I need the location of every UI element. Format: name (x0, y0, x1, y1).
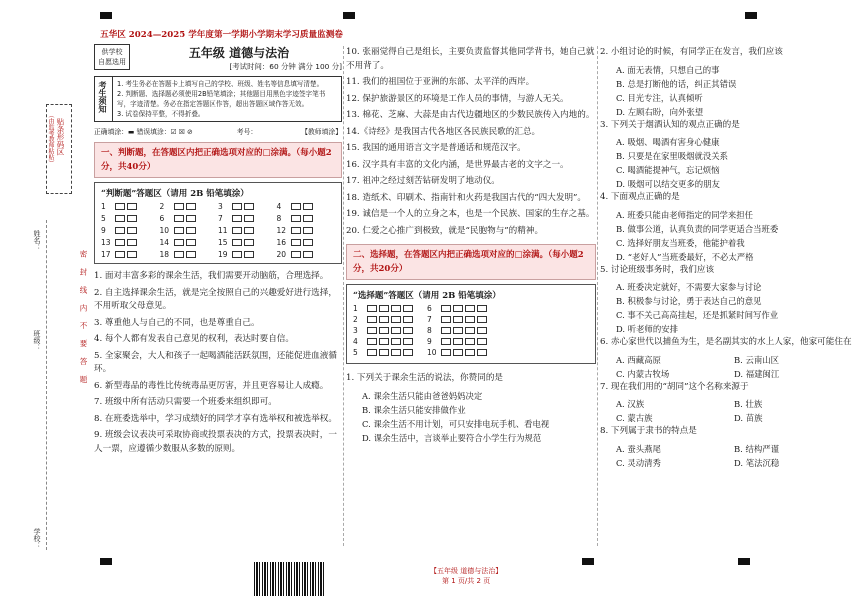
choice-answer-column (427, 304, 487, 359)
answer-bubble-false[interactable] (303, 251, 313, 258)
judgment-question: 5. 全家聚会，大人和孩子一起喝酒能活跃氛围，还能促进血液循环。 (94, 350, 337, 374)
choice-option: C. 喝酒能提神气，忘记烦恼 (616, 165, 720, 175)
option-row (600, 411, 852, 425)
notice-1: 1. 考生务必在答题卡上填写自己的学校、班级、姓名等信息填写清楚。 (117, 80, 324, 88)
choice-option: B. 只要是在家里吸烟就没关系 (616, 151, 728, 161)
choice-question-6 (600, 336, 852, 381)
answer-number: 20 (276, 250, 287, 259)
judgment-answer-cell[interactable] (218, 238, 277, 247)
judgment-answer-cell[interactable] (277, 226, 336, 235)
answer-number: 6 (159, 214, 165, 223)
option-row (600, 456, 852, 470)
answer-number: 2 (159, 202, 165, 211)
judgment-question: 19. 诚信是一个人的立身之本，也是一个民族、国家的生存之基。 (346, 209, 595, 219)
answer-bubble-c[interactable] (465, 316, 475, 323)
choice-option: B. 积极参与讨论，勇于表达自己的意见 (616, 296, 762, 306)
answer-number: 9 (427, 337, 432, 346)
subject-title: 五年级 道德与法治 (188, 46, 290, 60)
answer-bubble-c[interactable] (465, 305, 475, 312)
answer-bubble-c[interactable] (391, 316, 401, 323)
judgment-answer-cell[interactable] (218, 226, 277, 235)
judgment-answer-cell[interactable] (160, 238, 219, 247)
choice-option: A. 班委只能由老师指定的同学来担任 (616, 209, 753, 220)
choice-answer-title: “选择题”答题区（请用 2B 铅笔填涂） (353, 291, 501, 301)
answer-bubble-b[interactable] (453, 316, 463, 323)
answer-number: 15 (218, 238, 228, 247)
answer-bubble-c[interactable] (391, 338, 401, 345)
judgment-question: 15. 我国的通用语言文字是普通话和规范汉字。 (346, 143, 526, 153)
answer-bubble-c[interactable] (391, 349, 401, 356)
answer-bubble-false[interactable] (186, 239, 196, 246)
registration-mark-bm (582, 558, 594, 565)
choice-option: D. 苗族 (734, 413, 763, 423)
answer-bubble-c[interactable] (465, 327, 475, 334)
answer-bubble-b[interactable] (453, 349, 463, 356)
header-block (94, 44, 342, 72)
choice-option: B. 总是打断他的话，纠正其错误 (616, 78, 737, 89)
answer-number: 7 (218, 214, 223, 223)
answer-bubble-true[interactable] (232, 251, 242, 258)
judgment-answer-cell[interactable] (101, 226, 160, 235)
choice-answer-row[interactable] (427, 315, 487, 324)
answer-bubble-true[interactable] (291, 203, 301, 210)
judgment-question: 14.《诗经》是我国古代各地区各民族民歌的汇总。 (346, 126, 541, 137)
judgment-question: 7. 班级中所有活动只需要一个班委来组织即可。 (94, 397, 277, 407)
choice-option: B. 云南山区 (734, 354, 779, 365)
barcode (254, 562, 326, 596)
answer-number: 9 (101, 226, 106, 235)
column-3 (600, 46, 852, 470)
notice-label: 考生须知 (95, 77, 113, 121)
choice-grid (353, 304, 589, 359)
judgment-answer-cell[interactable] (160, 214, 219, 223)
judgment-answer-cell[interactable] (160, 250, 219, 259)
column-1 (94, 44, 342, 459)
judgment-question: 6. 新型毒品的毒性比传统毒品更厉害，并且更容易让人成瘾。 (94, 380, 329, 391)
registration-mark-bl (100, 558, 112, 565)
answer-number: 17 (101, 250, 111, 259)
answer-number: 5 (101, 214, 106, 223)
answer-bubble-d[interactable] (477, 349, 487, 356)
answer-number: 18 (159, 250, 170, 259)
notice-3: 3. 试卷保持平整，不得折叠。 (117, 110, 205, 118)
answer-bubble-true[interactable] (291, 239, 301, 246)
choice-option: C. 蒙古族 (616, 413, 653, 423)
answer-number: 8 (427, 326, 432, 335)
answer-bubble-a[interactable] (367, 349, 377, 356)
choice-stem: 8. 下列属于隶书的特点是 (600, 426, 697, 436)
answer-bubble-false[interactable] (186, 215, 196, 222)
answer-bubble-b[interactable] (379, 327, 389, 334)
answer-bubble-false[interactable] (303, 227, 313, 234)
choice-answer-row[interactable] (427, 326, 487, 335)
answer-bubble-false[interactable] (127, 251, 137, 258)
answer-bubble-a[interactable] (367, 305, 377, 312)
judgment-question: 12. 保护旅游景区的环境是工作人员的事情，与游人无关。 (346, 93, 569, 104)
choice-option: C. 课余生活不用计划，可只安排电玩手机、看电视 (362, 418, 550, 429)
choice-stem: 3. 下列关于烟酒认知的观点正确的是 (600, 119, 740, 130)
judgment-answer-cell[interactable] (101, 214, 160, 223)
judgment-question: 13. 棉花、芝麻、大蒜是由古代边疆地区的少数民族传入内地的。 (346, 110, 595, 120)
choice-option: D. “老好人”当班委最好，不必太严格 (616, 251, 754, 262)
judgment-answer-cell[interactable] (218, 202, 277, 211)
class-label: 班级： (33, 330, 41, 351)
side-field-school[interactable] (32, 440, 46, 550)
answer-bubble-true[interactable] (115, 215, 125, 222)
registration-mark-tm (343, 12, 355, 19)
choice-option: C. 事不关己高高挂起，还是抓紧时间写作业 (616, 310, 779, 320)
side-dotted-line (46, 220, 47, 550)
answer-bubble-true[interactable] (174, 203, 184, 210)
choice-answer-row[interactable] (353, 326, 413, 335)
registration-mark-br (738, 558, 750, 565)
judgment-grid (101, 202, 335, 259)
school-use-box (94, 44, 130, 70)
choice-answer-row[interactable] (353, 348, 413, 357)
answer-number: 10 (159, 226, 170, 235)
choice-option: A. 蚕头燕尾 (616, 443, 661, 454)
answer-bubble-true[interactable] (291, 227, 301, 234)
column-2 (346, 46, 596, 445)
notice-2: 2. 判断题、选择题必须使用2B铅笔填涂；其他题目用黑色字迹签字笔书写，字迹清楚。务必在指定答题区作答，超出答题区域作答无效。 (117, 90, 326, 108)
answer-bubble-b[interactable] (379, 305, 389, 312)
choice-question-2 (600, 46, 852, 119)
choice-option: B. 做事公道，认真负责的同学更适合当班委 (616, 223, 779, 234)
answer-bubble-true[interactable] (291, 215, 301, 222)
judgment-answer-cell[interactable] (277, 214, 336, 223)
answer-bubble-c[interactable] (465, 349, 475, 356)
school-box-line-2: 自愿选用 (98, 58, 126, 66)
answer-bubble-false[interactable] (127, 227, 137, 234)
answer-bubble-b[interactable] (453, 305, 463, 312)
fill-example-row (94, 126, 342, 136)
judgment-answer-cell[interactable] (160, 226, 219, 235)
judgment-answer-cell[interactable] (277, 202, 336, 211)
school-box-line-1: 供学校 (101, 48, 123, 56)
choice-option: D. 笔法沉稳 (734, 457, 780, 468)
choice-option: A. 面无表情，只想自己的事 (616, 64, 720, 75)
option-row (600, 367, 852, 381)
choice-stem: 1. 下列关于课余生活的说法，你赞同的是 (346, 373, 504, 383)
answer-bubble-true[interactable] (174, 215, 184, 222)
answer-bubble-false[interactable] (186, 251, 196, 258)
answer-bubble-d[interactable] (477, 327, 487, 334)
choice-option: A. 汉族 (616, 399, 645, 409)
answer-number: 6 (427, 304, 432, 313)
judgment-question: 20. 仁爱之心推广到极致，就是“民胞物与”的精神。 (346, 225, 544, 236)
side-field-name[interactable] (32, 230, 46, 330)
answer-bubble-false[interactable] (244, 251, 254, 258)
choice-stem: 4. 下面观点正确的是 (600, 192, 680, 202)
answer-bubble-a[interactable] (441, 316, 451, 323)
choice-question-3 (600, 119, 852, 192)
barcode-sticker-note: （由监考教师粘贴） (47, 112, 54, 166)
choice-option: D. 课余生活中，言谈举止要符合小学生行为规范 (362, 432, 542, 443)
answer-number: 16 (276, 238, 287, 247)
answer-bubble-c[interactable] (391, 327, 401, 334)
choice-stem: 5. 讨论班级事务时，我们应该 (600, 264, 715, 275)
choice-answer-row[interactable] (353, 304, 413, 313)
judgment-question: 1. 面对丰富多彩的课余生活，我们需要开动脑筋，合理选择。 (94, 271, 329, 281)
answer-bubble-b[interactable] (379, 316, 389, 323)
judgment-question: 2. 自主选择课余生活，就是完全按照自己的兴趣爱好进行选择，不用听取父母意见。 (94, 287, 337, 311)
answer-bubble-b[interactable] (379, 349, 389, 356)
answer-number: 4 (276, 202, 282, 211)
exam-title: 五华区 2024—2025 学年度第一学期小学期末学习质量监测卷 (100, 30, 343, 40)
answer-number: 14 (159, 238, 170, 247)
answer-bubble-true[interactable] (174, 239, 184, 246)
answer-bubble-false[interactable] (127, 203, 137, 210)
column-divider (343, 46, 344, 546)
choice-option: A. 课余生活只能由爸爸妈妈决定 (362, 390, 483, 401)
answer-bubble-d[interactable] (403, 338, 413, 345)
exam-no-field[interactable]: 考号： (236, 128, 258, 136)
answer-number: 1 (353, 304, 358, 313)
fill-example: 正确填涂：▬ 错误填涂：☑ ☒ ⊘ (94, 128, 193, 136)
judgment-answer-cell[interactable] (101, 202, 160, 211)
section-2-title-text: 二、选择题，在答题区内把正确选项对应的□涂满。（每小题2分，共20分） (353, 250, 584, 274)
answer-bubble-d[interactable] (477, 316, 487, 323)
judgment-question: 11. 我们的祖国位于亚洲的东部、太平洋的西岸。 (346, 77, 535, 87)
answer-bubble-false[interactable] (244, 215, 254, 222)
choice-answer-area (346, 284, 596, 364)
answer-bubble-true[interactable] (174, 251, 184, 258)
answer-bubble-c[interactable] (391, 305, 401, 312)
answer-number: 13 (101, 238, 111, 247)
footer-subject: 【五年级 道德与法治】 (430, 567, 503, 575)
school-label: 学校： (33, 528, 41, 549)
answer-number: 3 (353, 326, 358, 335)
choice-option: B. 壮族 (734, 399, 763, 409)
choice-stem: 2. 小组讨论的时候，有同学正在发言，我们应该 (600, 47, 783, 57)
section-1-title (94, 142, 342, 178)
choice-question-4 (600, 191, 852, 264)
choice-option: C. 内蒙古牧场 (616, 368, 670, 379)
answer-bubble-c[interactable] (465, 338, 475, 345)
answer-bubble-a[interactable] (441, 327, 451, 334)
answer-bubble-false[interactable] (244, 239, 254, 246)
answer-bubble-a[interactable] (367, 316, 377, 323)
answer-bubble-true[interactable] (232, 215, 242, 222)
choice-answer-row[interactable] (427, 337, 487, 346)
registration-mark-tr (745, 12, 757, 19)
judgment-question: 17. 祖冲之经过刻苦钻研发明了地动仪。 (346, 176, 500, 186)
answer-number: 19 (218, 250, 228, 259)
answer-bubble-a[interactable] (441, 338, 451, 345)
section-2-title (346, 244, 596, 280)
answer-bubble-false[interactable] (303, 239, 313, 246)
answer-bubble-d[interactable] (403, 327, 413, 334)
answer-bubble-false[interactable] (303, 203, 313, 210)
answer-bubble-false[interactable] (127, 215, 137, 222)
answer-bubble-false[interactable] (186, 227, 196, 234)
judgment-answer-cell[interactable] (218, 214, 277, 223)
answer-bubble-true[interactable] (291, 251, 301, 258)
answer-number: 5 (353, 348, 358, 357)
answer-number: 1 (101, 202, 106, 211)
judgment-questions-left (94, 270, 342, 456)
answer-bubble-b[interactable] (379, 338, 389, 345)
answer-bubble-true[interactable] (115, 251, 125, 258)
answer-bubble-b[interactable] (453, 327, 463, 334)
section-1-title-text: 一、判断题，在答题区内把正确选项对应的□涂满。（每小题2分，共40分） (101, 148, 332, 172)
judgment-answer-cell[interactable] (277, 238, 336, 247)
choice-option: C. 灵动清秀 (616, 457, 661, 468)
answer-bubble-true[interactable] (232, 203, 242, 210)
choice-option: D. 福建闽江 (734, 368, 780, 379)
answer-bubble-false[interactable] (244, 203, 254, 210)
choice-option: D. 听老师的安排 (616, 324, 678, 334)
choice-answer-column (353, 304, 413, 359)
answer-bubble-false[interactable] (186, 203, 196, 210)
answer-bubble-d[interactable] (403, 349, 413, 356)
name-label: 姓名： (33, 230, 41, 251)
answer-bubble-false[interactable] (127, 239, 137, 246)
judgment-answer-cell[interactable] (101, 250, 160, 259)
side-field-class[interactable] (32, 330, 46, 430)
answer-bubble-d[interactable] (477, 305, 487, 312)
teacher-rating: 【教师填涂】 (301, 128, 342, 136)
choice-question-1 (346, 372, 596, 445)
choice-answer-row[interactable] (427, 304, 487, 313)
judgment-question: 9. 班级会议表决可采取协商或投票表决的方式，投票表决时，一人一票，应遵循少数服从多数的原则。 (94, 430, 337, 454)
choice-option: C. 选择好朋友当班委，他能护着我 (616, 237, 745, 248)
choice-option: B. 结构严谨 (734, 443, 779, 454)
judgment-question: 16. 汉字具有丰富的文化内涵，是世界最古老的文字之一。 (346, 159, 569, 170)
answer-bubble-d[interactable] (403, 316, 413, 323)
choice-question-8 (600, 425, 852, 470)
choice-option: B. 课余生活只能安排做作业 (362, 404, 466, 415)
choice-question-5 (600, 264, 852, 337)
judgment-answer-cell[interactable] (218, 250, 277, 259)
answer-bubble-true[interactable] (174, 227, 184, 234)
footer (430, 566, 502, 586)
choice-stem: 7. 现在我们用的“胡同”这个名称来源于 (600, 381, 749, 392)
choice-option: A. 班委决定就好，不需要大家参与讨论 (616, 282, 762, 292)
footer-page: 第 1 页/共 2 页 (442, 577, 491, 585)
judgment-answer-cell[interactable] (160, 202, 219, 211)
choice-stem: 6. 赤心家世代以捕鱼为生，是名副其实的水上人家，他家可能住在 (600, 337, 852, 347)
judgment-question: 4. 每个人都有发表自己意见的权利，表达时要自信。 (94, 334, 294, 344)
answer-bubble-a[interactable] (367, 327, 377, 334)
column-divider (597, 46, 598, 546)
answer-bubble-d[interactable] (477, 338, 487, 345)
judgment-question: 18. 造纸术、印刷术、指南针和火药是我国古代的“四大发明”。 (346, 192, 587, 203)
choice-answer-row[interactable] (353, 315, 413, 324)
answer-bubble-a[interactable] (441, 349, 451, 356)
answer-bubble-false[interactable] (244, 227, 254, 234)
judgment-question: 3. 尊重他人与自己的不同，也是尊重自己。 (94, 317, 260, 328)
answer-bubble-true[interactable] (232, 227, 242, 234)
answer-number: 3 (218, 202, 223, 211)
judgment-answer-cell[interactable] (277, 250, 336, 259)
option-row (600, 442, 852, 456)
answer-bubble-true[interactable] (115, 203, 125, 210)
judgment-question: 10. 张丽觉得自己是组长，主要负责监督其他同学背书，她自己就不用背了。 (346, 47, 595, 71)
answer-bubble-true[interactable] (115, 227, 125, 234)
answer-number: 7 (427, 315, 432, 324)
answer-bubble-d[interactable] (403, 305, 413, 312)
answer-bubble-true[interactable] (115, 239, 125, 246)
answer-number: 11 (218, 226, 228, 235)
no-answer-warning: 密 封 线 内 不 要 答 题 (79, 250, 88, 387)
choice-option: A. 西藏高原 (616, 354, 661, 365)
choice-option: D. 左顾右盼，向外张望 (616, 106, 704, 117)
judgment-answer-area (94, 182, 342, 264)
option-row (600, 397, 852, 411)
choice-option: C. 目光专注，认真倾听 (616, 92, 703, 103)
answer-bubble-b[interactable] (453, 338, 463, 345)
choice-question-7 (600, 381, 852, 426)
registration-mark-tl (100, 12, 112, 19)
choice-answer-row[interactable] (353, 337, 413, 346)
barcode-sticker-label: 贴条形码区 (56, 118, 65, 156)
judgment-answer-title: “判断题”答题区（请用 2B 铅笔填涂） (101, 189, 249, 199)
judgment-question: 8. 在班委选举中，学习成绩好的同学才享有选举权和被选举权。 (94, 413, 337, 424)
exam-info: [考试时间：60 分钟 满分 100 分] (229, 62, 342, 71)
answer-bubble-false[interactable] (303, 215, 313, 222)
answer-bubble-a[interactable] (367, 338, 377, 345)
judgment-answer-cell[interactable] (101, 238, 160, 247)
answer-number: 2 (353, 315, 358, 324)
option-row (600, 353, 852, 367)
answer-number: 8 (276, 214, 282, 223)
choice-option: A. 吸烟、喝酒有害身心健康 (616, 137, 720, 147)
notice-box (94, 76, 342, 122)
answer-number: 10 (427, 348, 437, 357)
answer-number: 12 (276, 226, 287, 235)
choice-option: D. 吸烟可以结交更多的朋友 (616, 179, 720, 189)
answer-bubble-true[interactable] (232, 239, 242, 246)
answer-bubble-a[interactable] (441, 305, 451, 312)
choice-answer-row[interactable] (427, 348, 487, 357)
answer-number: 4 (353, 337, 358, 346)
